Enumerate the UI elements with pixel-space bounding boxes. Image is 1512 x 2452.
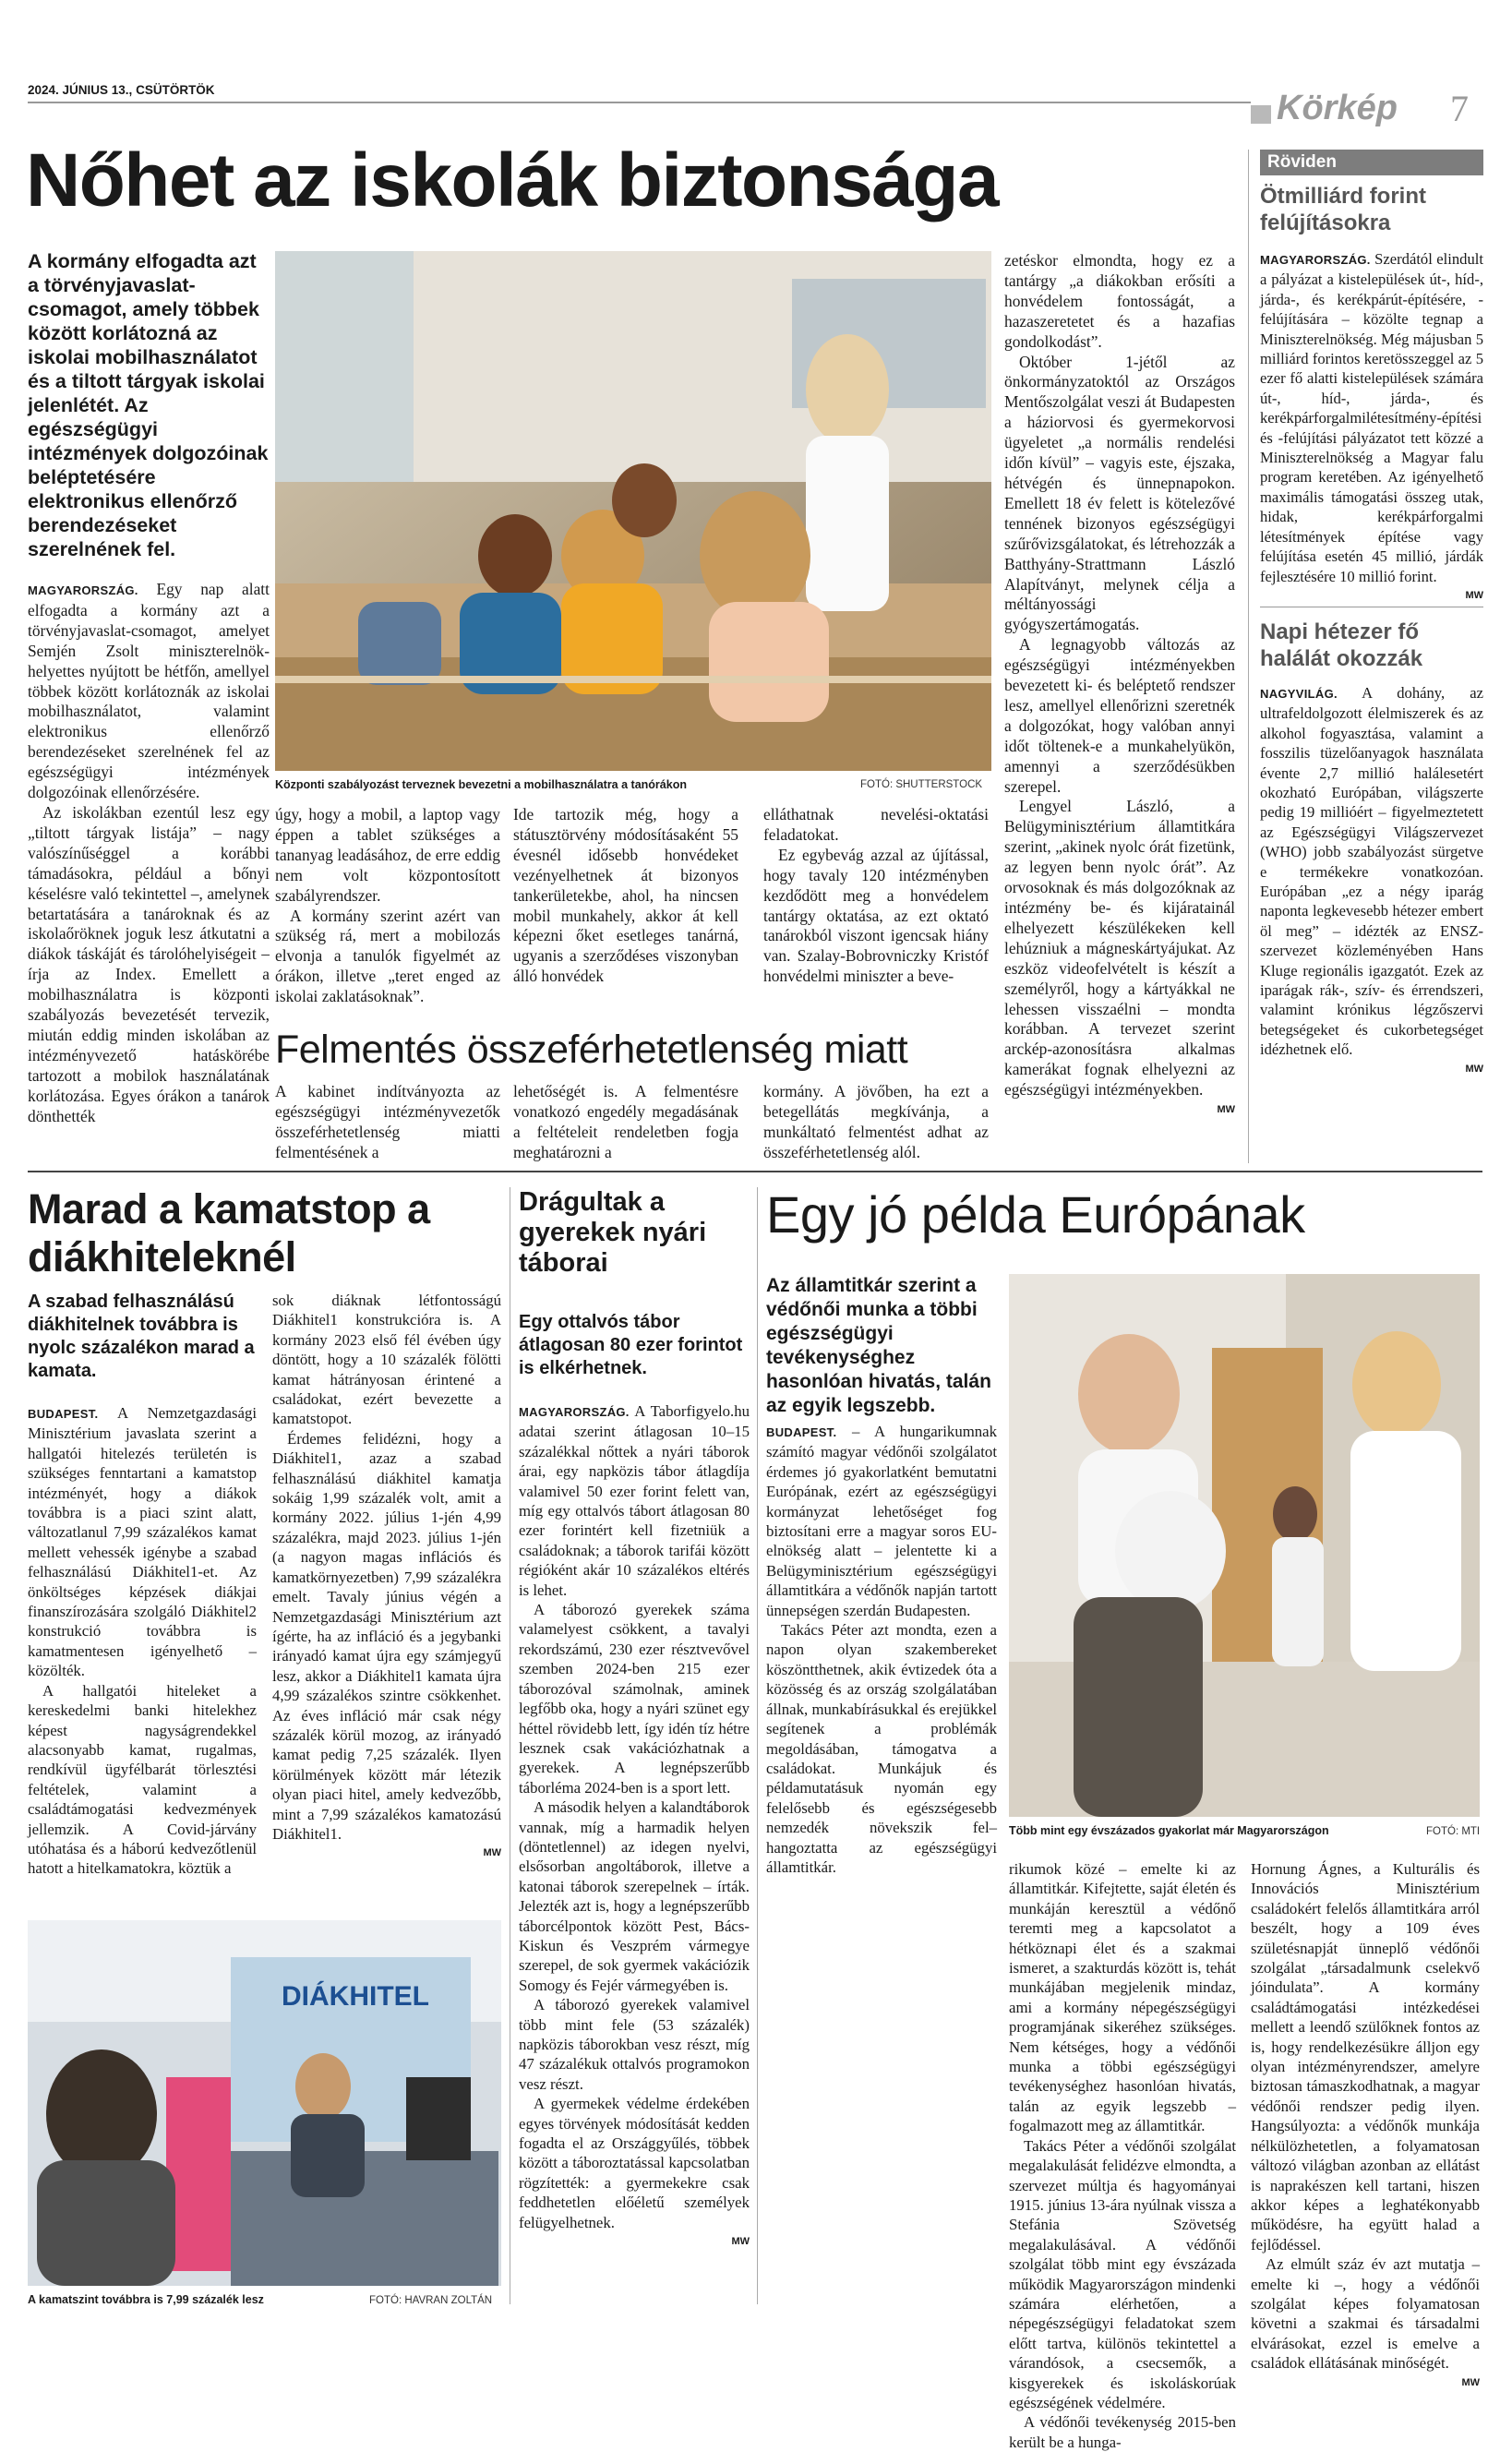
sidebar-item2-text: A dohány, az ultrafeldolgozott élelmiszerek és az alkohol fogyasztása, valamint a fosszilis tüzelőanyagok használata évente 2,7 millió halálesetért okozható Európában, világszerte pedig 19 millióért – figyelmeztetett az Egészségügyi Világszervezet (WHO) jobb szabályozást sürgetve e termékekre vonatkozóan. Európában „ez a négy iparág naponta legkevesebb hétezer embert öl meg” – idézték az ENSZ-szervezet közleményében Hans Kluge regionális igazgatót. Ezek az iparágak rák-, szív- és érrendszeri, valamint krónikus légzőszervi betegségeket és cukorbetegséget idézhetnek elő. (1260, 683, 1484, 1059)
sidebar-item1-title: Ötmilliárd forint felújításokra (1260, 184, 1426, 235)
kamat-col2-p2: Érdemes felidézni, hogy a Diákhitel1, azaz a szabad felhasználású diákhitel kamatja sokáig 1,99 százalék volt, amit a kormány 2022. július 1-jén 4,99 százalékra, majd 2023. július 1-jén (a nagyon magas inflációs és kamatkörnyezetben) 7,99 százalékra emelt. Tavaly június végén a Nemzetgazdasági Minisztérium azt ígérte, ha az infláció és a jegybanki irányadó kamat újra egy számjegyű lesz, akkor a Diákhitel1 kamata újra 4,99 százalékos szintre csökkenhet. Az éves infláció már csak négy százalék körül mozog, az irányadó kamat pedig 7,25 százalék. Ilyen körülmények között már létezik olyan piaci hitel, amely kedvezőbb, mint a 7,99 százalékos kamatozású Diákhitel1. (272, 1429, 501, 1843)
europa-photo (1009, 1274, 1480, 1817)
tabor-author: MW (731, 2236, 750, 2248)
main-col2 (275, 805, 500, 1007)
sidebar-item2-dateline: NAGYVILÁG. (1260, 686, 1338, 701)
europa-col2 (1009, 1859, 1236, 2452)
sub-col2: lehetőségét is. A felmentésre vonatkozó engedély megadásának a feltételeit rendeletben fogja meghatározni a (513, 1082, 738, 1161)
sidebar-item1-text: Szerdától elindult a pályázat a kistelepülések út-, híd-, járda-, és kerékpárút-építésére, -felújítására – közölte tegnap a Miniszterelnökség. Még májusban 5 milliárd forintos keretösszeggel az 5 ezer fő alatti kistelepülések számára út-, híd-, járda-, és kerékpárforgalmilétesítmény-építési és -felújítási pályázatot tett közzé a Miniszterelnökség a Magyar falu program keretében. Az igényelhető maximális támogatási összeg utak, hidak, kerékpárforgalmi létesítmények építése vagy felújítása esetén 45 millió, járdák fejlesztésére 10 millió forint. (1260, 250, 1483, 585)
tabor-dateline: MAGYARORSZÁG. (519, 1405, 630, 1419)
kamat-col1 (28, 1403, 257, 1879)
sidebar-item2-title: Napi hétezer fő halálát okozzák (1260, 619, 1423, 671)
main-col3 (513, 805, 738, 987)
main-photo-caption: Központi szabályozást terveznek bevezetni a mobilhasználatra a tanórákon (275, 778, 687, 791)
kamat-photo-credit: FOTÓ: HAVRAN ZOLTÁN (369, 2295, 493, 2306)
europa-col2-p2: Takács Péter a védőnői szolgálat megalakulását felidézve elmondta, a szervezet múltja és hagyományai 1915. június 13-ára nyúlnak vissza a Stefánia Szövetség megalakulásával. A védőnői szolgálat több mint egy évszázada működik Magyarországon mindenki számára elérhetően, a népegészségügyi feladatokat szem előtt tartva, különös tekintettel a várandósok, a csecsemők, a kisgyerekek és iskoláskorúak egészségének védelmére. (1009, 2136, 1236, 2411)
sidebar (1260, 150, 1483, 1079)
kamat-col2 (272, 1291, 501, 1864)
main-col1-p2: Az iskolákban ezentúl lesz egy „tiltott tárgyak listája” – nagy valószínűséggel a korábbi támadásokra, például a bőnyi késelésre való tekintettel –, amelynek betartatására a tanároknak és az iskolaőröknek joguk lesz átkutatni a diákok táskáját és tárolóhelyiségeit – írja az Index. Emellett a mobilhasználatra is központi szabályozás bevezetését tervezik, miután eddig minden iskolában az intézményvezető hatáskörébe tartozott a mobilok használatának korlátozása. Egyes órákon a tanárok dönthették (28, 802, 270, 1125)
kamat-lead: A szabad felhasználású diákhitelnek továbbra is nyolc százalékon marad a kamata. (28, 1292, 255, 1381)
main-col5-p3: A legnagyobb változás az egészségügyi intézményekben bevezetett ki- és beléptető rendszer lesz, amellyel ellenőrizni szeretnék a dolgozókat, hogy valóban annyi időt töltenek-e a munkahelyükön, amennyi a szerződésükben szerepel. (1004, 635, 1235, 796)
page-separator (28, 1171, 1482, 1172)
europa-p2: Takács Péter azt mondta, ezen a napon olyan szakembereket köszöntthetnek, akik évtizedek óta a közösség és az ország szolgálatában állnak, munkabírásukkal és erejükkel segítenek a problémák megoldásában, támogatva a családokat. Munkájuk és példamutatásuk nyomán egy felelősebb és egészségesebb nemzedék növekszik fel– hangoztatta az egészségügyi államtitkár. (766, 1621, 997, 1876)
classroom-photo-icon (275, 251, 991, 771)
sidebar-item2-author: MW (1465, 1063, 1483, 1075)
main-col2-p1: úgy, hogy a mobil, a laptop vagy éppen a tablet szükséges a tananyag leadásához, de erre eddig nem volt központosított szabályrendszer. (275, 805, 500, 905)
tabor-p5: A gyermekek védelme érdekében egyes törvények módosítását kedden fogadta el az Országgyűlés, többek között a táboroztatással kapcsolatban rögzítették: a gyermekekre csak feddhetetlen előéletű személyek felügyelhetnek. (519, 2095, 750, 2231)
tabor-headline: Drágultak a gyerekek nyári táborai (519, 1187, 707, 1278)
sidebar-item1-author: MW (1465, 589, 1483, 601)
kamat-photo-caption: A kamatszint továbbra is 7,99 százalék lesz (28, 2293, 264, 2306)
sub-headline: Felmentés összeférhetetlenség miatt (275, 1028, 908, 1072)
main-col1 (28, 580, 270, 1126)
sidebar-item2-body (1260, 683, 1483, 1075)
tabor-p1: A Taborfigyelo.hu adatai szerint átlagosan 10–15 százalékkal nőttek a nyári táborok árai, egy napközis tábor átlagdíja valamivel 50 ezer forint felett van, míg egy ottalvós tábort átlagosan 80 ezer forintért kell fizetniük a családoknak; a táborok tarifái között régióként akár 10 százalékos eltérés is lehet. (519, 1402, 750, 1599)
europa-col3-p2: Az elmúlt száz év azt mutatja – emelte ki –, hogy a védőnői szolgálat képes folyamatosan követni a szakmai és társadalmi elvárásokat, ezzel is emelve a családok ellátásának minőségét. (1251, 2255, 1480, 2373)
page-number: 7 (1450, 88, 1469, 129)
sub-col1: A kabinet indítványozta az egészségügyi intézményvezetők összeférhetetlenség miatti felmentésének a (275, 1082, 500, 1161)
europa-photo-credit: FOTÓ: MTI (1426, 1826, 1481, 1837)
europa-p1: – A hungarikumnak számító magyar védőnői szolgálatot érdemes jó gyakorlatként bemutatni Európának, ezért az egészségügyi kormányzat lehetőséget fog biztosítani erre a magyar soros EU-elnökség alatt – jelentette ki a Belügyminisztérium egészségügyi államtitkára a védőnők napján tartott ünnepségen szerdán Budapesten. (766, 1423, 997, 1619)
main-author: MW (1217, 1104, 1235, 1116)
kamat-col1-p1: A Nemzetgazdasági Minisztérium javaslata szerint a hallgatói hitelezés területén is szükséges fenntartani a kamatstop intézményét, hogy a diákok továbbra is a piaci szint alatt, változatlanul 7,99 százalékos kamat mellett vehessék igénybe a szabad felhasználású Diákhitel1-et. Az önköltséges képzések diákjai finanszírozására szolgáló Diákhitel2 konstrukció továbbra is kamatmentesen igényelhető – közölték. (28, 1404, 257, 1680)
europa-col2-p1: rikumok közé – emelte ki az államtitkár. Kifejtette, saját életén és munkáján keresztül a védőnő teremti meg a kapcsolatot a hétköznapi élet és a szakmai ismeret, a szakturdás között is, tehát munkájában megjelenik mindaz, ami a kormány népegészségügyi programjának sikeréhez szükséges. Nem kétséges, hogy a védőnői munka a többi egészségügyi tevékenységhez hasonlóan hivatás, talán az egyik legszebb – fogalmazott meg az államtitkár. (1009, 1860, 1236, 2135)
tabor-p2: A táborozó gyerekek száma valamelyest csökkent, a tavalyi rekordszámú, 230 ezer résztvevővel szemben 2024-ben 215 ezer táborozóval számolnak, aminek legfőbb oka, hogy a nyári szünet egy héttel rövidebb lett, így idén tíz hétre lesznek csak vakációzhatnak a gyerekek. A legnépszerűbb táborléma 2024-ben is a sport lett. (519, 1601, 750, 1797)
europa-col3-p1: Hornung Ágnes, a Kulturális és Innovációs Minisztérium családokért felelős államtitkára arról beszélt, hogy a 109 éves születésnapját ünneplő védőnői szolgálat „társadalmunk cselekvő jóindulata”. A kormány családtámogatási intézkedései mellett a leendő szülőknek fontos az is, hogy rendelkezésükre álljon egy olyan intézményrendszer, amelyre biztosan támaszkodhatnak, a magyar védőnői rendszer pedig ilyen. Hangsúlyozta: a védőnők munkája nélkülözhetetlen, a folyamatosan változó világban azonban az ellátást is naprakészen kell tartani, hiszen akkor képes a leghatékonyabb működésre, ha együtt halad a fejlődéssel. (1251, 1860, 1480, 2254)
sidebar-item1-body (1260, 249, 1483, 601)
kamat-col1-p2: A hallgatói hiteleket a kereskedelmi banki hitelekhez képest nagyságrendekkel alacsonyabb kamat, rugalmas, rendkívül ügyfélbarát törlesztési feltételek, valamint a családtámogatási kedvezmények jellemzik. A Covid-járvány utóhatása és a háború kedvezőtlenül hatott a hitelkamatokra, köztük a (28, 1681, 257, 1878)
sidebar-item1-dateline: MAGYARORSZÁG. (1260, 253, 1371, 267)
health-visitor-photo-icon (1009, 1274, 1480, 1817)
kamat-headline: Marad a kamatstop a diákhiteleknél (28, 1185, 430, 1280)
main-col5-p2: Október 1-jétől az önkormányzatoktól az Országos Mentőszolgálat veszi át Budapesten a háziorvosi és gyermekorvosi ügyeletet „a normális rendelési időn kívül” – vagyis este, éjszaka, hétvégén és ünnepnapokon. Emellett 18 év felett is kötelezővé tennének bizonyos egészségügyi szűrővizsgálatokat, és létrehozzák a Batthyány-Strattmann László Alapítványt, melynek célja a méltányossági gyógyszertámogatás. (1004, 352, 1235, 634)
main-col5-p4: Lengyel László, a Belügyminisztérium államtitkára szerint, „akinek nyolc órát fizetünk, az legyen benn nyolc órát”. Az orvosoknak és más dolgozóknak az intézmény be- és kijáratainál elhelyezett készülékeken kell lehúzniuk a mágneskártyájukat. Az eszköz videofelvételt is készít a személyről, hogy a kártyákkal ne lehessen visszaélni – mondta korábban. A tervezet szerint arckép-azonosításra alkalmas kamerákat fognak elhelyezni az egészségügyi intézményekben. (1004, 797, 1235, 1100)
main-col5-p1: zetéskor elmondta, hogy ez a tantárgy „a diákokban erősíti a honvédelem fontosságát, a hazaszeretetet és a hazafias gondolkodást”. (1004, 251, 1235, 351)
tabor-p3: A második helyen a kalandtáborok vannak, míg a harmadik helyen (döntetlennel) az idegen nyelvi, elsősorban angoltáborok, illetve a katonai táborok szerepelnek – írták. Jelezték azt is, hogy a legnépszerűbb táborcélpontok között Pest, Bács-Kiskun és Veszprém vármegye szerepel, de sok gyermek vakációzik Somogy és Fejér vármegyében is. (519, 1798, 750, 1994)
main-col5 (1004, 251, 1235, 1121)
sub-col3: kormány. A jövőben, ha ezt a betegellátás megkívánja, a munkáltató felmentést adhat az összeférhetetlenség alól. (763, 1082, 989, 1161)
bank-office-photo-icon (28, 1920, 501, 2286)
sidebar-label: Röviden (1260, 150, 1483, 175)
main-headline: Nőhet az iskolák biztonsága (26, 138, 999, 222)
main-photo (275, 251, 991, 771)
europa-col1 (766, 1422, 997, 1877)
main-photo-credit: FOTÓ: SHUTTERSTOCK (860, 779, 983, 790)
kamat-sign: DIÁKHITEL (282, 1981, 429, 2012)
main-col1-p1: Egy nap alatt elfogadta a kormány azt a törvényjavaslat-csomagot, amelyet Semjén Zsolt miniszterelnök-helyettes nyújtott be hétfőn, amellyel többek között korlátoznák az iskolai mobilhasználatot, valamint elektronikus ellenőrző berendezéseket szerelnének fel az egészségügyi intézmények dolgozóinak ellenőrzésére. (28, 580, 270, 802)
europa-lead: Az államtitkár szerint a védőnői munka a többi egészségügyi tevékenységhez hasonlóan hivatás, talán az egyik legszebb. (766, 1275, 991, 1416)
main-col4 (763, 805, 989, 987)
section-tab (1251, 89, 1482, 129)
kamat-photo (28, 1920, 501, 2286)
tabor-body (519, 1401, 750, 2252)
dateline: MAGYARORSZÁG. (28, 583, 138, 597)
tabor-divider (757, 1187, 758, 2304)
kamat-dateline: BUDAPEST. (28, 1407, 99, 1421)
sidebar-divider (1248, 150, 1249, 1163)
kamat-col2-p1: sok diáknak létfontosságú Diákhitel1 konstrukcióra is. A kormány 2023 első fél évében úgy döntött, hogy a 10 százalék fölötti kamat hátrányosan érintené a családokat, ezért bevezette a kamatstopot. (272, 1292, 501, 1428)
main-lead: A kormány elfogadta azt a törvényjavaslat-csomagot, amely többek között korlátozná az iskolai mobilhasználatot és a tiltott tárgyak iskolai jelenlétét. Az egészségügyi intézmények dolgozóinak beléptetésére elektronikus ellenőrző berendezéseket szerelnének fel. (28, 250, 269, 560)
main-col4-p1: elláthatnak nevelési-oktatási feladatokat. (763, 805, 989, 844)
europa-col3 (1251, 1859, 1480, 2393)
main-col3-p1: Ide tartozik még, hogy a státusztörvény módosításaként 55 évesnél idősebb honvédeket vezényelhetnek át bizonyos tankerületekbe, ahol, ha nincsen mobil munkahely, akkor át kell képezni őket esetleges tanárná, ugyanis a szerződéses viszonyban álló honvédek (513, 805, 738, 986)
europa-photo-caption: Több mint egy évszázados gyakorlat már Magyarországon (1009, 1824, 1329, 1837)
section-name: Körkép (1277, 89, 1398, 127)
date-line: 2024. JÚNIUS 13., CSÜTÖRTÖK (28, 83, 215, 97)
kamat-author: MW (483, 1847, 501, 1859)
europa-author: MW (1461, 2376, 1480, 2388)
europa-dateline: BUDAPEST. (766, 1425, 837, 1439)
main-col2-p2: A kormány szerint azért van szükség rá, mert a mobilozás elvonja a tanulók figyelmét az órákon, illetve „teret enged az iskolai zaklatásoknak”. (275, 906, 500, 1006)
tabor-p4: A táborozó gyerekek valamivel több mint fele (53 százalék) napközis táborokban vesz részt, míg 47 százalékuk ottalvós programokon vesz részt. (519, 1996, 750, 2093)
europa-col2-p3: A védőnői tevékenység 2015-ben került be a hunga- (1009, 2413, 1236, 2451)
main-col4-p2: Ez egybevág azzal az újítással, hogy tavaly 120 intézményben kezdődött meg a honvédelem tantárgy oktatása, az ezt oktató tanárokból viszont igencsak hiány van. Szalay-Bobrovniczky Kristóf honvédelmi miniszter a beve- (763, 845, 989, 986)
europa-headline: Egy jó példa Európának (766, 1185, 1305, 1244)
tabor-lead: Egy ottalvós tábor átlagosan 80 ezer forintot is elkérhetnek. (519, 1312, 743, 1378)
